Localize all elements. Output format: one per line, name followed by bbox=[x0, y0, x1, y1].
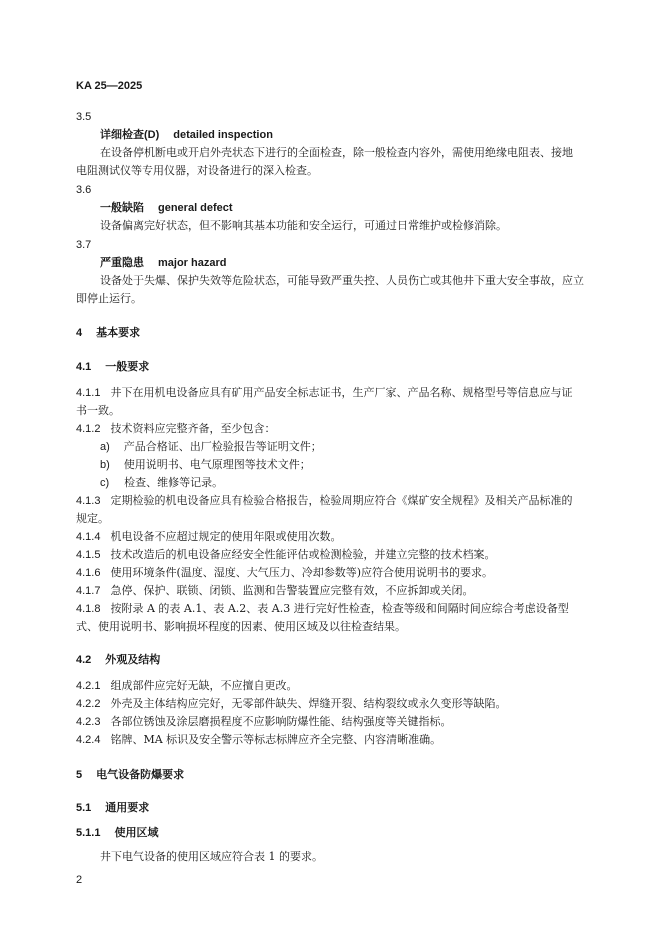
section-number: 5 bbox=[76, 769, 83, 781]
term-definition-line: 设备处于失爆、保护失效等危险状态，可能导致严重失控、人员伤亡或其他井下重大安全事故，应立 bbox=[100, 274, 584, 287]
clause-text: 定期检验的机电设备应具有检验合格报告，检验周期应符合《煤矿安全规程》及相关产品标准的 bbox=[110, 494, 573, 507]
clause-line bbox=[76, 422, 275, 436]
term-definition-line: 即停止运行。 bbox=[76, 292, 142, 305]
section-title: 通用要求 bbox=[105, 802, 150, 814]
list-marker: b) bbox=[100, 459, 110, 471]
clause-number: 4.1.3 bbox=[76, 495, 101, 507]
section-heading bbox=[76, 326, 140, 340]
subsection-heading bbox=[76, 653, 160, 667]
clause-text: 组成部件应完好无缺，不应擅自更改。 bbox=[110, 679, 298, 692]
clause-line bbox=[76, 679, 297, 693]
clause-text: 技术资料应完整齐备，至少包含： bbox=[110, 422, 276, 435]
term-english: general defect bbox=[158, 202, 233, 214]
list-item bbox=[100, 476, 223, 490]
term-definition-line: 在设备停机断电或开启外壳状态下进行的全面检查，除一般检查内容外，需使用绝缘电阻表、接地 bbox=[100, 146, 573, 159]
subsection-heading bbox=[76, 360, 149, 374]
section-number: 5.1 bbox=[76, 802, 92, 814]
body-paragraph: 井下电气设备的使用区域应符合表 1 的要求。 bbox=[100, 850, 323, 863]
list-item-text: 使用说明书、电气原理图等技术文件； bbox=[123, 458, 311, 471]
list-marker: a) bbox=[100, 441, 110, 453]
clause-line bbox=[76, 566, 493, 580]
clause-line bbox=[76, 733, 441, 747]
clause-line bbox=[76, 715, 451, 729]
section-number: 4 bbox=[76, 327, 83, 339]
term-heading bbox=[100, 201, 233, 215]
list-item-text: 检查、维修等记录。 bbox=[124, 476, 224, 489]
term-heading bbox=[100, 256, 226, 270]
clause-line bbox=[76, 386, 572, 400]
clause-text: 外壳及主体结构应完好，无零部件缺失、焊缝开裂、结构裂纹或永久变形等缺陷。 bbox=[110, 697, 507, 710]
list-marker: c) bbox=[100, 477, 110, 489]
term-chinese: 一般缺陷 bbox=[100, 202, 144, 214]
term-number: 3.6 bbox=[76, 184, 92, 196]
clause-continuation: 规定。 bbox=[76, 512, 109, 525]
clause-number: 4.2.2 bbox=[76, 698, 101, 710]
document-header: KA 25—2025 bbox=[76, 80, 143, 92]
term-definition-line: 电阻测试仪等专用仪器，对设备进行的深入检查。 bbox=[76, 164, 318, 177]
section-title: 电气设备防爆要求 bbox=[96, 769, 185, 781]
clause-text: 按附录 A 的表 A.1、表 A.2、表 A.3 进行完好性检查，检查等级和间隔时间应综合考虑设备型 bbox=[110, 602, 569, 615]
clause-text: 使用环境条件(温度、湿度、大气压力、冷却参数等)应符合使用说明书的要求。 bbox=[110, 566, 494, 579]
clause-number: 4.1.2 bbox=[76, 423, 101, 435]
clause-number: 4.2.1 bbox=[76, 680, 101, 692]
term-heading bbox=[100, 128, 273, 142]
clause-number: 4.1.7 bbox=[76, 585, 101, 597]
section-title: 基本要求 bbox=[96, 327, 141, 339]
page-number: 2 bbox=[76, 874, 83, 886]
section-heading bbox=[76, 768, 184, 782]
clause-line bbox=[76, 530, 341, 544]
section-number: 5.1.1 bbox=[76, 827, 101, 839]
section-number: 4.2 bbox=[76, 654, 92, 666]
term-number: 3.7 bbox=[76, 239, 92, 251]
clause-number: 4.2.3 bbox=[76, 716, 101, 728]
clause-line bbox=[76, 584, 473, 598]
term-english: detailed inspection bbox=[173, 129, 273, 141]
section-title: 外观及结构 bbox=[105, 654, 161, 666]
term-chinese: 详细检查(D) bbox=[100, 129, 160, 141]
list-item bbox=[100, 458, 311, 472]
clause-number: 4.1.6 bbox=[76, 567, 101, 579]
clause-line bbox=[76, 602, 569, 616]
clause-number: 4.1.1 bbox=[76, 387, 101, 399]
subsection-heading bbox=[76, 801, 149, 815]
clause-continuation: 式、使用说明书、影响损坏程度的因素、使用区域及以往检查结果。 bbox=[76, 620, 406, 633]
clause-line bbox=[76, 697, 506, 711]
clause-text: 井下在用机电设备应具有矿用产品安全标志证书，生产厂家、产品名称、规格型号等信息应与证 bbox=[110, 386, 573, 399]
term-chinese: 严重隐患 bbox=[100, 257, 144, 269]
section-title: 使用区域 bbox=[114, 827, 159, 839]
clause-continuation: 书一致。 bbox=[76, 404, 120, 417]
term-english: major hazard bbox=[158, 257, 227, 269]
clause-text: 机电设备不应超过规定的使用年限或使用次数。 bbox=[110, 530, 342, 543]
clause-line bbox=[76, 494, 572, 508]
term-definition-line: 设备偏离完好状态，但不影响其基本功能和安全运行，可通过日常维护或检修消除。 bbox=[100, 219, 507, 232]
clause-number: 4.1.4 bbox=[76, 531, 101, 543]
clause-number: 4.2.4 bbox=[76, 734, 101, 746]
section-title: 一般要求 bbox=[105, 361, 150, 373]
list-item-text: 产品合格证、出厂检验报告等证明文件； bbox=[123, 440, 322, 453]
list-item bbox=[100, 440, 322, 454]
clause-text: 各部位锈蚀及涂层磨损程度不应影响防爆性能、结构强度等关键指标。 bbox=[110, 715, 452, 728]
clause-line bbox=[76, 548, 495, 562]
clause-text: 技术改造后的机电设备应经安全性能评估或检测检验，并建立完整的技术档案。 bbox=[110, 548, 496, 561]
section-number: 4.1 bbox=[76, 361, 92, 373]
clause-number: 4.1.8 bbox=[76, 603, 101, 615]
clause-text: 急停、保护、联锁、闭锁、监测和告警装置应完整有效，不应拆卸或关闭。 bbox=[110, 584, 474, 597]
clause-number: 4.1.5 bbox=[76, 549, 101, 561]
term-number: 3.5 bbox=[76, 111, 92, 123]
subsubsection-heading bbox=[76, 826, 158, 840]
clause-text: 铭牌、MA 标识及安全警示等标志标牌应齐全完整、内容清晰准确。 bbox=[110, 733, 442, 746]
